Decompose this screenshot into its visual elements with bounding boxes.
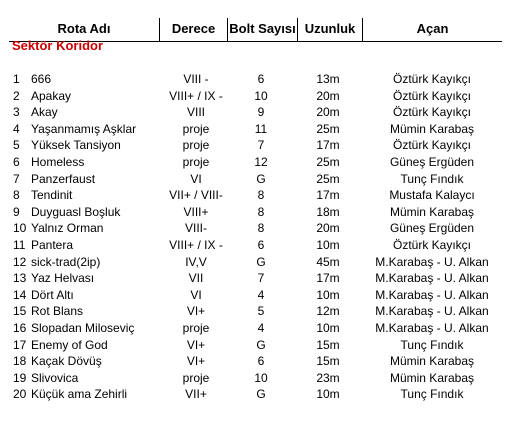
route-grade: proje	[182, 155, 210, 169]
route-name: Slivovica	[31, 370, 79, 385]
route-number: 7	[13, 171, 20, 186]
route-name: Enemy of God	[31, 337, 108, 352]
route-grade: proje	[182, 121, 210, 136]
route-number: 2	[13, 88, 20, 103]
table-row	[0, 254, 530, 270]
route-number: 12	[13, 254, 27, 269]
route-name: Akay	[31, 105, 58, 120]
route-name: Pantera	[31, 238, 74, 252]
route-grade: proje	[182, 321, 210, 335]
route-grade: IV,V	[185, 254, 207, 269]
route-grade: proje	[182, 370, 210, 385]
route-length: 10m	[316, 321, 340, 335]
route-first-ascent: Mümin Karabaş	[389, 370, 475, 385]
route-bolts: 4	[257, 321, 265, 335]
route-first-ascent: Öztürk Kayıkçı	[392, 138, 472, 153]
route-length: 12m	[316, 304, 340, 319]
route-bolts: 10	[254, 370, 268, 385]
route-number: 19	[13, 370, 27, 385]
route-number: 8	[13, 188, 20, 203]
route-number: 18	[13, 354, 27, 369]
route-name: Tendinit	[31, 188, 73, 203]
route-bolts: 6	[257, 72, 265, 86]
table-row	[0, 171, 530, 187]
route-first-ascent: Mustafa Kalaycı	[389, 188, 475, 203]
route-bolts: 11	[254, 121, 268, 136]
route-first-ascent: M.Karabaş - U. Alkan	[375, 321, 489, 335]
route-grade: VII	[188, 271, 204, 286]
route-length: 23m	[316, 370, 340, 385]
route-first-ascent: Öztürk Kayıkçı	[392, 88, 472, 103]
route-grade: VI+	[186, 354, 206, 369]
route-first-ascent: M.Karabaş - U. Alkan	[375, 304, 489, 319]
table-row	[0, 154, 530, 170]
route-number: 13	[13, 271, 27, 286]
route-length: 17m	[316, 188, 340, 203]
route-length: 10m	[316, 287, 340, 302]
route-grade: VII+	[185, 387, 207, 402]
table-row	[0, 71, 530, 87]
table-row	[0, 386, 530, 402]
route-number: 1	[13, 72, 20, 86]
table-row	[0, 287, 530, 303]
route-first-ascent: Mümin Karabaş	[389, 204, 475, 219]
route-length: 17m	[316, 138, 340, 153]
route-first-ascent: Öztürk Kayıkçı	[392, 72, 472, 86]
route-length: 18m	[316, 204, 340, 219]
route-length: 15m	[316, 337, 340, 352]
route-first-ascent: Güneş Ergüden	[389, 155, 475, 169]
route-name: Kaçak Dövüş	[31, 354, 102, 369]
route-number: 17	[13, 337, 27, 352]
route-length: 45m	[316, 254, 340, 269]
route-length: 17m	[316, 271, 340, 286]
header-route-name: Rota Adı	[57, 21, 111, 36]
table-row	[0, 320, 530, 336]
route-grade: VIII+ / IX -	[169, 238, 223, 252]
header-length: Uzunluk	[304, 21, 356, 36]
route-first-ascent: M.Karabaş - U. Alkan	[375, 287, 489, 302]
table-row	[0, 303, 530, 319]
route-number: 16	[13, 321, 27, 335]
table-row	[0, 187, 530, 203]
route-number: 11	[13, 238, 26, 252]
route-bolts: G	[256, 337, 266, 352]
route-length: 13m	[316, 72, 340, 86]
route-name: 666	[31, 72, 52, 86]
route-grade: VI+	[186, 304, 206, 319]
route-bolts: G	[256, 254, 266, 269]
route-bolts: 12	[254, 155, 268, 169]
route-first-ascent: Öztürk Kayıkçı	[392, 238, 472, 252]
route-name: Küçük ama Zehirli	[31, 387, 128, 402]
route-number: 3	[13, 105, 20, 120]
route-length: 25m	[316, 155, 340, 169]
table-row	[0, 220, 530, 236]
table-row	[0, 337, 530, 353]
route-first-ascent: Tunç Fındık	[400, 337, 464, 352]
route-bolts: 8	[257, 221, 265, 236]
route-name: Yalnız Orman	[31, 221, 104, 236]
route-length: 10m	[316, 387, 340, 402]
route-name: Panzerfaust	[31, 171, 96, 186]
route-first-ascent: M.Karabaş - U. Alkan	[375, 271, 489, 286]
route-grade: VIII+ / IX -	[169, 88, 223, 103]
route-name: Rot Blans	[31, 304, 84, 319]
route-grade: VI	[190, 287, 202, 302]
route-bolts: 10	[254, 88, 268, 103]
route-first-ascent: M.Karabaş - U. Alkan	[375, 254, 489, 269]
table-row	[0, 370, 530, 386]
route-grade: VI+	[186, 337, 206, 352]
route-first-ascent: Tunç Fındık	[400, 171, 464, 186]
route-first-ascent: Mümin Karabaş	[389, 121, 475, 136]
route-bolts: 7	[257, 271, 265, 286]
table-row	[0, 88, 530, 104]
route-name: Duyguasl Boşluk	[31, 204, 121, 219]
route-bolts: 4	[257, 287, 265, 302]
route-bolts: 8	[257, 188, 265, 203]
route-first-ascent: Öztürk Kayıkçı	[392, 105, 472, 120]
route-number: 15	[13, 304, 27, 319]
route-name: Dört Altı	[31, 287, 74, 302]
route-first-ascent: Tunç Fındık	[400, 387, 464, 402]
route-bolts: G	[256, 387, 266, 402]
header-grade: Derece	[171, 21, 216, 36]
route-number: 6	[13, 155, 20, 169]
route-length: 20m	[316, 221, 340, 236]
table-row	[0, 204, 530, 220]
header-bolt-count: Bolt Sayısı	[229, 21, 296, 36]
route-name: Homeless	[31, 155, 85, 169]
route-bolts: 8	[257, 204, 265, 219]
route-number: 14	[13, 287, 27, 302]
route-grade: VI	[190, 171, 202, 186]
route-length: 10m	[316, 238, 340, 252]
route-length: 20m	[316, 105, 340, 120]
route-grade: proje	[182, 138, 210, 153]
route-grade: VIII+	[183, 204, 209, 219]
route-number: 4	[13, 121, 20, 136]
table-row	[0, 121, 530, 137]
table-row	[0, 353, 530, 369]
route-name: Yüksek Tansiyon	[31, 138, 121, 153]
table-row	[0, 137, 530, 153]
route-bolts: 7	[257, 138, 265, 153]
route-bolts: G	[256, 171, 266, 186]
sector-title: Sektör Koridor	[12, 38, 104, 53]
route-number: 10	[13, 221, 27, 236]
route-first-ascent: Güneş Ergüden	[389, 221, 475, 236]
route-number: 20	[13, 387, 27, 402]
route-number: 9	[13, 204, 20, 219]
route-length: 20m	[316, 88, 340, 103]
route-name: sick-trad(2ip)	[31, 254, 101, 269]
table-row	[0, 270, 530, 286]
route-length: 25m	[316, 121, 340, 136]
route-name: Slopadan Miloseviç	[31, 321, 135, 335]
route-length: 15m	[316, 354, 340, 369]
route-number: 5	[13, 138, 20, 153]
route-first-ascent: Mümin Karabaş	[389, 354, 475, 369]
route-name: Yaz Helvası	[31, 271, 95, 286]
table-row	[0, 237, 530, 253]
route-length: 25m	[316, 171, 340, 186]
header-first-ascent: Açan	[416, 21, 449, 36]
route-grade: VIII-	[184, 221, 207, 236]
route-name: Yaşanmamış Aşklar	[31, 121, 137, 136]
route-bolts: 5	[257, 304, 265, 319]
route-grade: VIII -	[183, 72, 209, 86]
route-bolts: 6	[257, 238, 265, 252]
route-name: Apakay	[31, 88, 72, 103]
route-grade: VIII	[186, 105, 205, 120]
route-bolts: 6	[257, 354, 265, 369]
route-grade: VII+ / VIII-	[169, 188, 223, 203]
route-bolts: 9	[257, 105, 265, 120]
table-row	[0, 104, 530, 120]
